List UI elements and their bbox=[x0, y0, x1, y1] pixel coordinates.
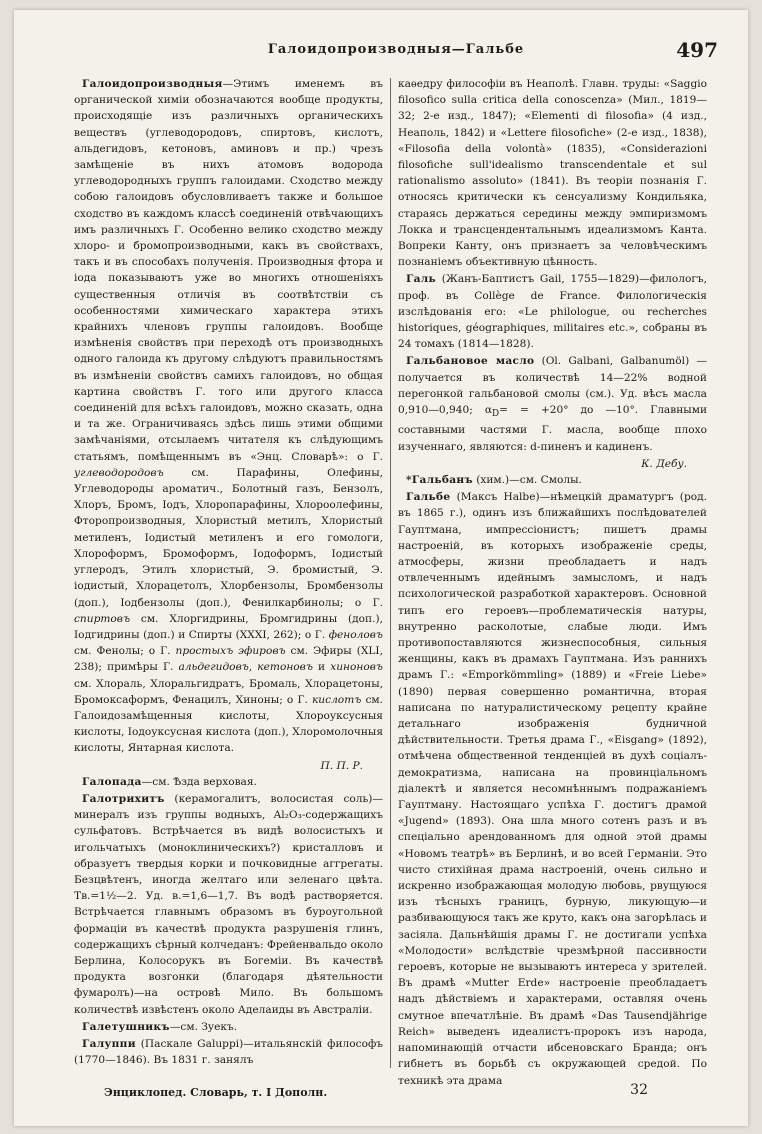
page-number: 497 bbox=[676, 38, 718, 62]
entry-text: = = +20° до —10°. Главными составными частями Г. масла, вообще плохо изученнаго, являются: d-пиненъ и кадиненъ. bbox=[398, 404, 708, 453]
running-title: Галоидопроизводныя—Гальбе bbox=[267, 42, 525, 57]
entry-text: см. Хлоргидрины, Бромгидрины (доп.), Іодгидрины (доп.) и Спирты (XXXI, 262); о Г. bbox=[74, 612, 383, 641]
entry-text: см. Хлораль, Хлоральгидратъ, Бромаль, Хлорацетоны, Бромоксаформъ, Фенацилъ, Хиноны; о Г. bbox=[74, 677, 383, 706]
author-signature: П. П. Р. bbox=[320, 759, 363, 772]
signature-mark: 32 bbox=[630, 1082, 648, 1098]
subscript: D bbox=[492, 409, 500, 420]
text-columns bbox=[74, 76, 722, 1087]
entry-text: см. Галоидозамѣщенныя кислоты, Хлороуксусныя кислоты, Іодоуксусная кислота (доп.), Хлоромолочныя кислоты, Янтарная кислота. bbox=[74, 693, 383, 755]
entry-galbanovoe-maslo bbox=[398, 353, 707, 454]
entry-text: (керамогалитъ, волосистая соль)—минералъ изъ группы водныхъ, Al₂O₃-содержащихъ сульфатовъ. Встрѣчается въ видѣ волосистыхъ и игольчатыхъ (моноклиническихъ?) кристалловъ и образуетъ твердыя корки и почковидные аггрегаты. Безцвѣтенъ, иногда желтаго или зеленаго цвѣта. Тв.=1½—2. Уд. в.=1,6—1,7. Въ водѣ растворяется. Встрѣчается главнымъ образомъ въ буроугольной формаціи въ качествѣ продукта разрушенія глинъ, содержащихъ сѣрный колчеданъ: Фрейенвальдо около Берлина, Колосорукъ въ Богеміи. Въ качествѣ продукта возгонки (благодаря дѣятельности фумаролъ)—на островѣ Мило. Въ большомъ количествѣ извѣстенъ около Аделаиды въ Австраліи. bbox=[74, 792, 383, 1016]
footer-imprint: Энциклопед. Словарь, т. I Дополн. bbox=[104, 1086, 328, 1099]
entry-galban bbox=[398, 472, 707, 488]
entry-galotrichit bbox=[74, 791, 383, 1018]
entry-text: см. Парафины, Олефины, Углеводороды ароматич., Болотный газъ, Бензолъ, Хлоръ, Бромъ, Іодъ, Хлоропарафины, Хлороолефины, Фторопроизводныя, Хлористый метилъ, Хлористый метиленъ, Іодистый метиленъ и его гомологи, Хлороформъ, Бромоформъ, Іодоформъ, Іодистый углеродъ, Этилъ хлористый, Э. бромистый, Э. іодистый, Хлорацетолъ, Хлорбензолы, Бромбензолы (доп.), Іодбензолы (доп.), Фенилкарбинолы; о Г. bbox=[74, 466, 383, 609]
entry-gal bbox=[398, 271, 707, 352]
headword: Галотрихитъ bbox=[82, 792, 165, 805]
entry-text: см. Эфиры (XLI, 238); примѣры Г. bbox=[74, 645, 383, 674]
entry-text: (Максъ Halbe)—нѣмецкій драматургъ (род. въ 1865 г.), одинъ изъ ближайшихъ послѣдователей Гауптмана, импрессіонистъ; пишетъ драмы настроеній, въ которыхъ изображеніе среды, атмосферы, жизни преобладаетъ и надъ отвлеченнымъ идейнымъ замысломъ, и надъ психологической разработкой характеровъ. Основной типъ его героевъ—проблематическія натуры, внутренно расколотые, слабые люди. Имъ противопоставляются жизнеспособныя, сильныя женщины, какъ въ драмахъ Гауптмана. Изъ раннихъ драмъ Г.: «Emporkömmling» (1889) и «Freie Liebe» (1890) первая совершенно романтична, вторая написана по натуралистическому рецепту крайне детальнаго изображенія будничной дѣйствительности. Третья драма Г., «Eisgang» (1892), отмѣчена общественной тенденціей въ духѣ соціалъ-демократизма, написана на провинціальномъ діалектѣ и является несомнѣннымъ подражаніемъ Гауптману. Настоящаго успѣха Г. достигъ драмой «Jugend» (1893). Она шла много сотенъ разъ и въ спеціально арендованномъ для одной этой драмы «Новомъ театрѣ» въ Берлинѣ, и во всей Германіи. Это чисто стихійная драма настроеній, очень сильно и искренно изображающая молодую любовь, рвущуюся изъ тѣсныхъ границъ, бурную, ликующую—и разбивающуюся такъ же круто, какъ она загорѣлась и засіяла. Дальнѣйшія драмы Г. не достигали успѣха «Молодости» вслѣдствіе чрезмѣрной пассивности героевъ, которые не вызываютъ интереса у зрителей. Въ драмѣ «Mutter Erde» настроеніе преобладаетъ надъ дѣйствіемъ и характерами, оставляя очень смутное впечатлѣніе. Въ драмѣ «Das Tausendjährige Reich» выведенъ идеалистъ-пророкъ изъ народа, напоминающій отчасти ибсеновскаго Бранда; онъ гибнетъ въ борьбѣ съ окружающей средой. По техникѣ эта драма bbox=[398, 491, 707, 1087]
entry-text: —см. Зуекъ. bbox=[169, 1020, 238, 1033]
entry-galbe bbox=[398, 489, 707, 1089]
cross-reference: феноловъ bbox=[328, 628, 383, 641]
headword: Гальбановое масло bbox=[406, 355, 535, 368]
running-head bbox=[74, 38, 718, 66]
entry-galoidoproizvodnyya bbox=[74, 76, 383, 757]
left-column bbox=[74, 76, 383, 1076]
entry-text: —см. Ѣзда верховая. bbox=[141, 775, 257, 788]
headword: Галоидопроизводныя bbox=[82, 78, 223, 90]
cross-reference: спиртовъ bbox=[74, 612, 131, 625]
entry-galopada bbox=[74, 774, 383, 790]
headword: Галуппи bbox=[82, 1037, 136, 1050]
cross-reference: альдегидовъ, кетоновъ bbox=[178, 661, 313, 674]
entry-text: —Этимъ именемъ въ органической химіи обозначаются вообще продукты, происходящіе изъ различныхъ органическихъ веществъ (углеводородовъ, спиртовъ, кислотъ, альдегидовъ, кетоновъ, аминовъ и пр.) чрезъ замѣщеніе въ нихъ атомовъ водорода углеводородныхъ группъ галоидами. Сходство между собою галоидовъ обусловливаетъ также и большое сходство въ каждомъ классѣ соединеній отвѣчающихъ имъ различныхъ Г. Особенно велико сходство между хлоро- и бромопроизводными, какъ въ свойствахъ, такъ и въ способахъ полученія. Производныя фтора и іода показываютъ уже во многихъ отношеніяхъ существенныя отличія въ соотвѣтствіи съ особенностями химическаго характера этихъ крайнихъ членовъ группы галоидовъ. Вообще измѣненія свойствъ при переходѣ отъ производныхъ одного галоида къ другому слѣдуютъ правильностямъ въ измѣненіи свойствъ самихъ галоидовъ, но общая картина свойствъ Г. того или другого класса соединеній для всѣхъ галоидовъ, можно сказать, одна и та же. Ограничиваясь здѣсь лишь этими общими замѣчаніями, отсылаемъ читателя къ слѣдующимъ статьямъ, помѣщеннымъ въ «Энц. Словарѣ»: о Г. bbox=[74, 78, 383, 463]
headword: Галь bbox=[406, 273, 437, 286]
headword: Гальбе bbox=[406, 491, 451, 504]
cross-reference: углеводородовъ bbox=[74, 466, 164, 479]
column-divider bbox=[390, 78, 391, 1068]
headword: *Гальбанъ bbox=[406, 473, 473, 486]
cross-reference: кислотъ bbox=[311, 693, 362, 706]
cross-reference: хиноновъ bbox=[330, 661, 383, 674]
right-column bbox=[398, 76, 708, 1087]
entry-text: (хим.)—см. Смолы. bbox=[472, 473, 582, 486]
entry-text: и bbox=[312, 661, 331, 674]
entry-galuppi bbox=[74, 1036, 383, 1068]
entry-text: (Ol. Galbani, Galbanumöl) — получается въ количествѣ 14—22% водной перегонкой гальбановой смолы (см.). Уд. вѣсъ масла 0,910—0,940; α bbox=[398, 355, 707, 417]
cross-reference: простыхъ эфировъ bbox=[175, 645, 286, 658]
page bbox=[14, 10, 748, 1126]
entry-text: см. Фенолы; о Г. bbox=[74, 645, 176, 658]
entry-galetushnik bbox=[74, 1019, 383, 1035]
entry-text: (Паскале Galuppi)—итальянскій философъ (1770—1846). Въ 1831 г. занялъ bbox=[74, 1037, 383, 1067]
headword: Галетушникъ bbox=[82, 1020, 170, 1033]
entry-galuppi-continued bbox=[398, 76, 707, 270]
author-signature: К. Дебу. bbox=[641, 457, 687, 470]
entry-text: каѳедру философіи въ Неаполѣ. Главн. труды: «Saggio filosofico sulla critica della conoscenza» (Мил., 1819—32; 2-е изд., 1847); «Elementi di filosofia» (4 изд., Неаполь, 1842) и «Lettere filosofiche» (2-е изд., 1838), «Filosofia della volontà» (1835), «Considerazioni filosofiche sull'idealismo transcendentale et sul rationalismo assoluto» (1841). Въ теоріи познанія Г. относясь критически къ сенсуализму Кондильяка, стараясь держаться середины между эмпиризмомъ Локка и трансцендентальнымъ идеализмомъ Канта. Вопреки Канту, онъ признаетъ за человѣческимъ познаніемъ объективную цѣнность. bbox=[398, 78, 707, 269]
entry-text: (Жанъ-Баптистъ Gail, 1755—1829)—филологъ, проф. въ Collège de France. Филологическія изслѣдованія его: «Le philologue, ou recherches historiques, géographiques, militaires etc.», собраны въ 24 томахъ (1814—1828). bbox=[398, 273, 707, 351]
page-footer bbox=[74, 1082, 718, 1102]
headword: Галопада bbox=[82, 775, 142, 788]
